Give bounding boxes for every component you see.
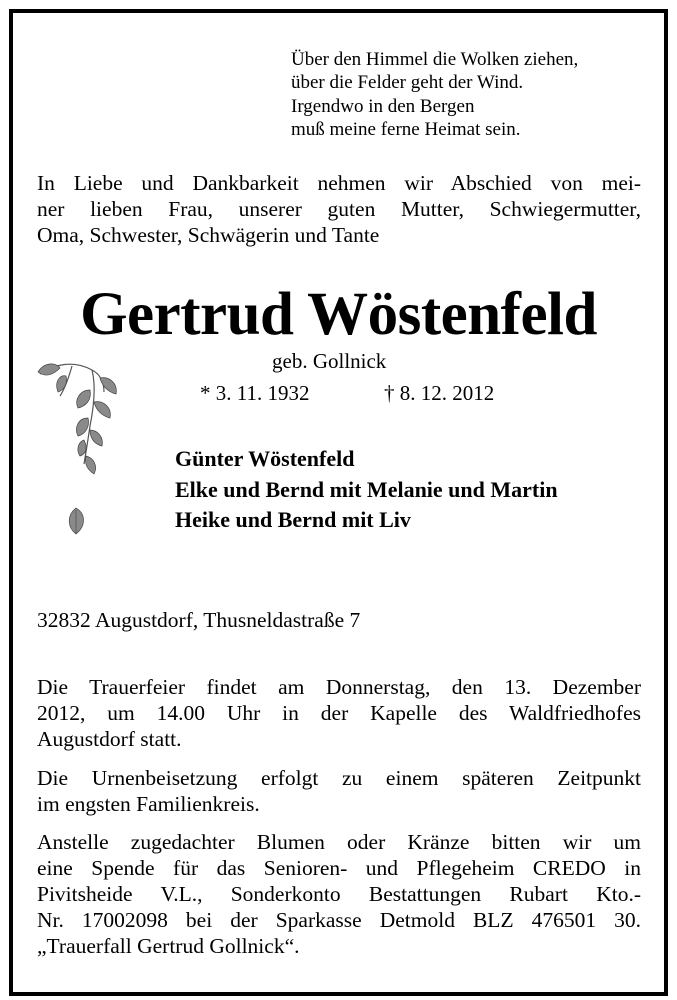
- poem: [291, 48, 578, 141]
- maiden-name: geb. Gollnick: [272, 349, 387, 373]
- death-date: † 8. 12. 2012: [384, 381, 495, 405]
- birth-date: * 3. 11. 1932: [200, 381, 310, 405]
- donation-line: Pivitsheide V.L., Sonderkonto Bestattungen Rubart Kto.-: [37, 882, 641, 906]
- falling-leaf-icon: [64, 506, 88, 536]
- donation-line: „Trauerfall Gertrud Gollnick“.: [37, 934, 300, 958]
- deceased-name: Gertrud Wöstenfeld: [80, 281, 597, 348]
- intro-line: Oma, Schwester, Schwägerin und Tante: [37, 223, 380, 247]
- family-line: Elke und Bernd mit Melanie und Martin: [175, 476, 558, 502]
- donation-line: Anstelle zugedachter Blumen oder Kränze bitten wir um: [37, 830, 641, 854]
- family-line: Heike und Bernd mit Liv: [175, 507, 411, 532]
- intro-line: ner lieben Frau, unserer guten Mutter, Schwiegermutter,: [37, 197, 641, 221]
- urn-line: Die Urnenbeisetzung erfolgt zu einem späteren Zeitpunkt: [37, 766, 641, 790]
- funeral-line: Augustdorf statt.: [37, 727, 182, 751]
- donation-notice: [37, 829, 641, 959]
- poem-line: Über den Himmel die Wolken ziehen,: [291, 49, 579, 70]
- donation-line: Nr. 17002098 bei der Sparkasse Detmold BLZ 476501 30.: [37, 908, 641, 932]
- poem-line: über die Felder geht der Wind.: [291, 72, 524, 94]
- poem-line: muß meine ferne Heimat sein.: [291, 118, 521, 140]
- funeral-notice: [37, 674, 641, 752]
- address: 32832 Augustdorf, Thusneldastraße 7: [37, 608, 361, 632]
- intro-text: [37, 170, 641, 248]
- urn-notice: [37, 765, 641, 817]
- birch-twig-icon: [34, 356, 124, 476]
- urn-line: im engsten Familienkreis.: [37, 792, 260, 816]
- funeral-line: 2012, um 14.00 Uhr in der Kapelle des Waldfriedhofes: [37, 701, 641, 725]
- intro-line: In Liebe und Dankbarkeit nehmen wir Abschied von mei-: [37, 171, 641, 195]
- family-line: Günter Wöstenfeld: [175, 446, 355, 471]
- poem-line: Irgendwo in den Bergen: [291, 95, 475, 117]
- family-members: [175, 444, 558, 536]
- funeral-line: Die Trauerfeier findet am Donnerstag, den 13. Dezember: [37, 675, 641, 699]
- donation-line: eine Spende für das Senioren- und Pflegeheim CREDO in: [37, 856, 641, 880]
